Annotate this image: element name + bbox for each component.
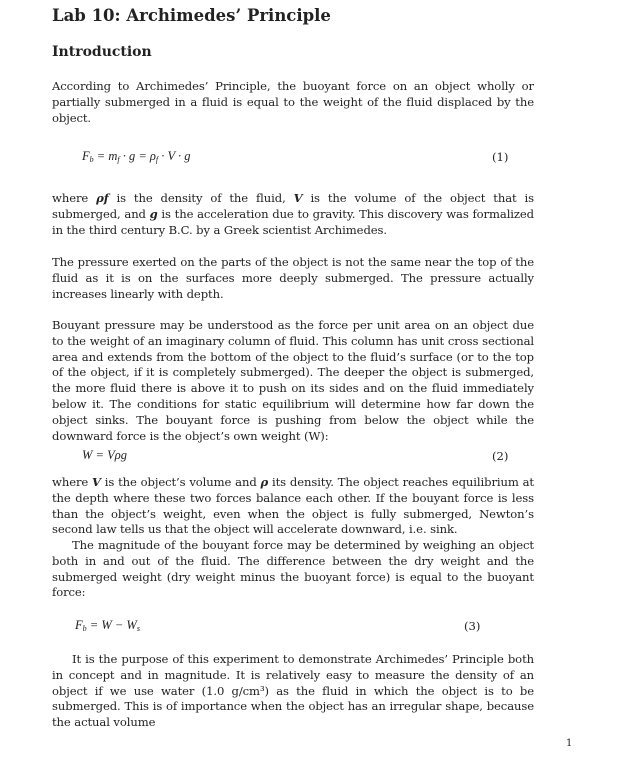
equation-1: $F_b = m_f \cdot g = \rho_f \cdot V \cdot g$ (82, 149, 191, 164)
paragraph-pressure-depth: The pressure exerted on the parts of the object is not the same near the top of the fluid as it is on the surfaces more deeply submerged. The pressure actually increases linearly with depth. (52, 255, 534, 301)
paragraph-variable-definitions: where ρf is the density of the fluid, V is the volume of the object that is submerged, and g is the acceleration due to gravity. This discovery was formalized in the third century B.C. by a Greek scientist Archimedes. (52, 191, 534, 237)
equation-1-number: (1) (492, 150, 509, 164)
paragraph-magnitude: The magnitude of the bouyant force may be determined by weighing an object both in and out of the fluid. The difference between the dry weight and the submerged weight (dry weight minus the buoyant force) is equal to the buoyant force: (52, 538, 534, 600)
section-heading-introduction: Introduction (52, 44, 152, 60)
page-number: 1 (566, 738, 573, 749)
paragraph-purpose: It is the purpose of this experiment to demonstrate Archimedes’ Principle both in concept and in magnitude. It is relatively easy to measure the density of an object if we use water (1.0 g/cm³) as the fluid in which the object is to be submerged. This is of importance when the object has an irregular shape, because the actual volume (52, 652, 534, 730)
equation-3-number: (3) (464, 619, 481, 633)
equation-2-number: (2) (492, 449, 509, 463)
paragraph-principle-definition: According to Archimedes’ Principle, the buoyant force on an object wholly or partially submerged in a fluid is equal to the weight of the fluid displaced by the object. (52, 79, 534, 125)
page-title: Lab 10: Archimedes’ Principle (52, 6, 331, 25)
equation-3: $F_b = W - W_s$ (75, 618, 140, 633)
equation-2: W = Vρg (82, 448, 127, 462)
paragraph-equilibrium: where V is the object’s volume and ρ its density. The object reaches equilibrium at the depth where these two forces balance each other. If the bouyant force is less than the object’s weight, even when the object is fully submerged, Newton’s second law tells us that the object will accelerate downward, i.e. sink. (52, 475, 534, 537)
paragraph-bouyant-pressure: Bouyant pressure may be understood as the force per unit area on an object due to the weight of an imaginary column of fluid. This column has unit cross sectional area and extends from the bottom of the object to the fluid’s surface (or to the top of the object, if it is completely submerged). The deeper the object is submerged, the more fluid there is above it to push on its sides and on the fluid immediately below it. The conditions for static equilibrium will determine how far down the object sinks. The bouyant force is pushing from below the object while the downward force is the object’s own weight (W): (52, 318, 534, 443)
